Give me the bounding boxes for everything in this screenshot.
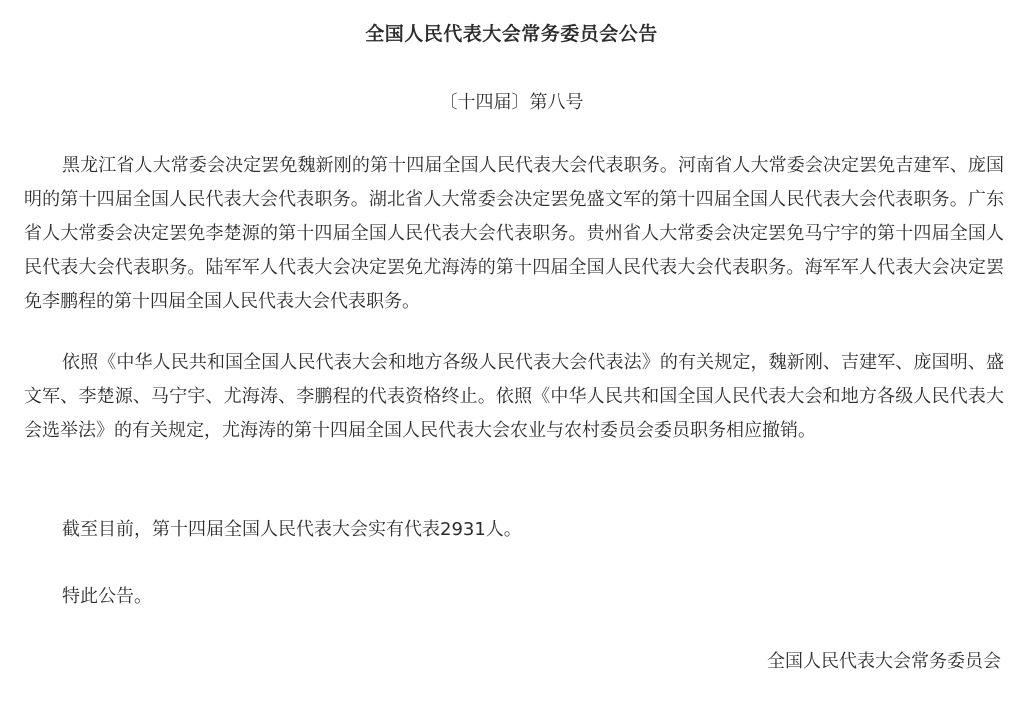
paragraph-closing: 特此公告。 (62, 586, 152, 607)
paragraph-removals: 黑龙江省人大常委会决定罢免魏新刚的第十四届全国人民代表大会代表职务。河南省人大常委会决定罢免吉建军、庞国明的第十四届全国人民代表大会代表职务。湖北省人大常委会决定罢免盛文军的第十四届全国人民代表大会代表职务。广东省人大常委会决定罢免李楚源的第十四届全国人民代表大会代表职务。贵州省人大常委会决定罢免马宁宇的第十四届全国人民代表大会代表职务。陆军军人代表大会决定罢免尤海涛的第十四届全国人民代表大会代表职务。海军军人代表大会决定罢免李鹏程的第十四届全国人民代表大会代表职务。 (24, 155, 1004, 312)
paragraph-legal-basis: 依照《中华人民共和国全国人民代表大会和地方各级人民代表大会代表法》的有关规定，魏新刚、吉建军、庞国明、盛文军、李楚源、马宁宇、尤海涛、李鹏程的代表资格终止。依照《中华人民共和国全国人民代表大会和地方各级人民代表大会选举法》的有关规定，尤海涛的第十四届全国人民代表大会农业与农村委员会委员职务相应撤销。 (24, 352, 1004, 441)
document-number: 〔十四届〕第八号 (439, 92, 584, 113)
issuer-signature: 全国人民代表大会常务委员会 (767, 651, 1001, 672)
paragraph-deputy-count: 截至目前，第十四届全国人民代表大会实有代表2931人。 (62, 519, 522, 540)
document-title: 全国人民代表大会常务委员会公告 (365, 23, 658, 45)
